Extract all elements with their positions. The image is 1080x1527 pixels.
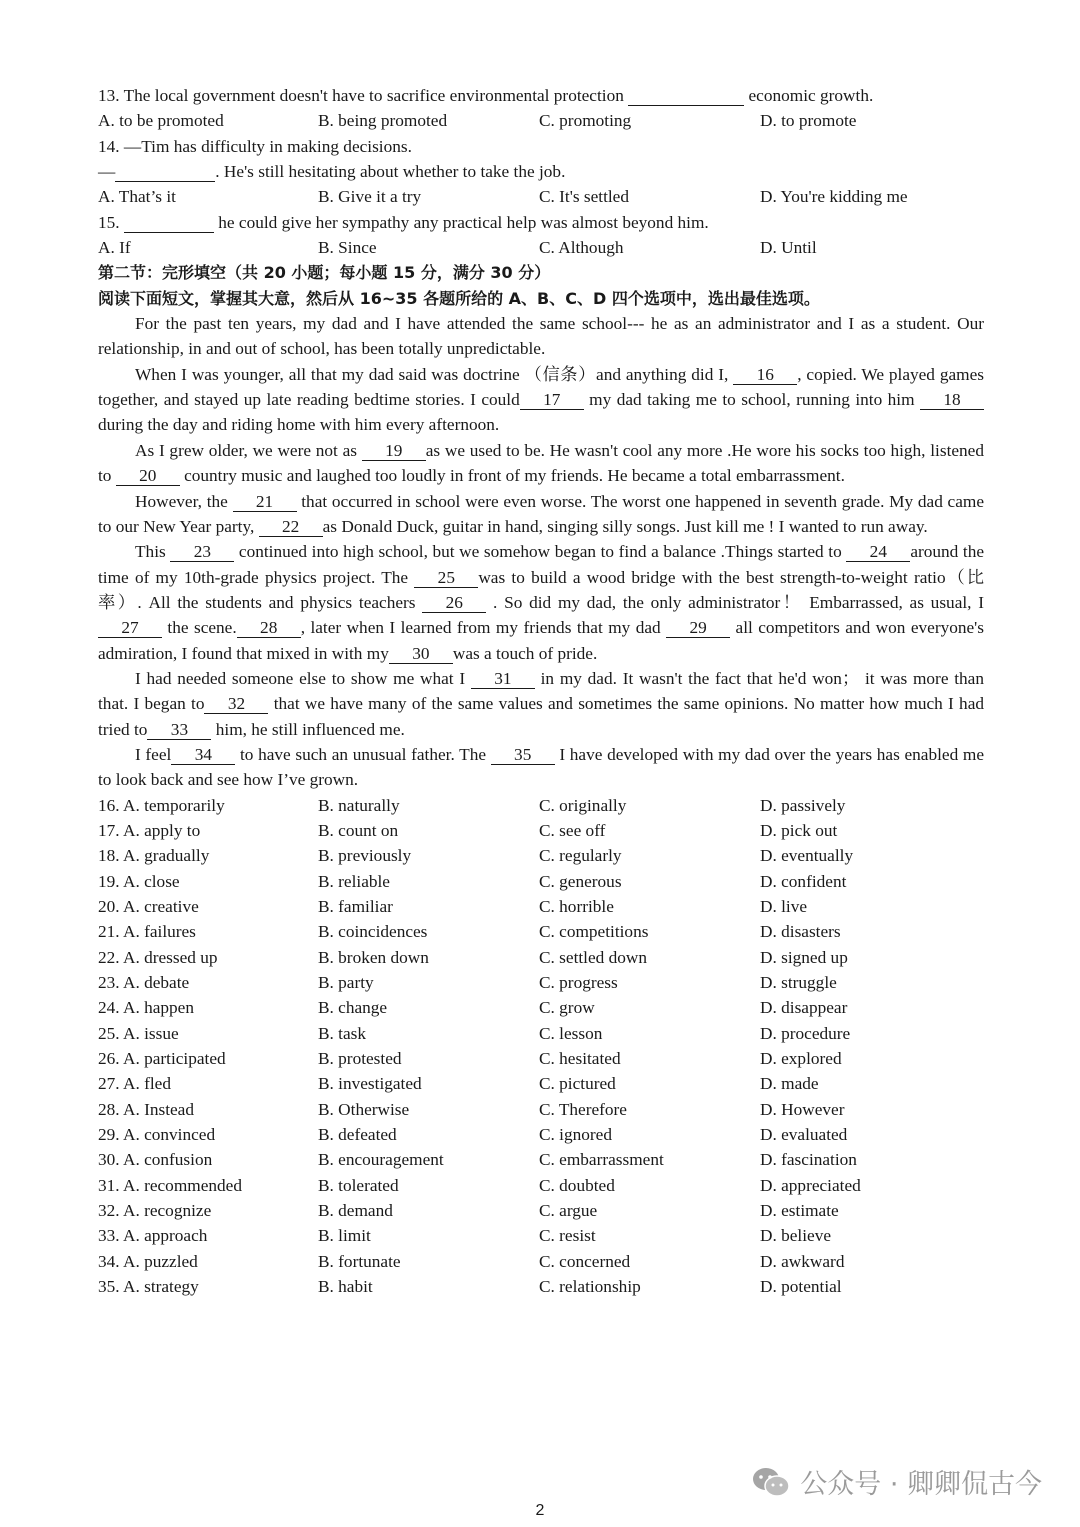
option-d: D. Until (760, 238, 817, 258)
option-a: 27. A. fled (98, 1074, 171, 1094)
cloze-option-row (98, 945, 984, 970)
option-c: C. promoting (539, 111, 632, 131)
cloze-option-row (98, 1274, 984, 1299)
cloze-blank: 22 (259, 518, 323, 537)
cloze-option-row (98, 1046, 984, 1071)
cloze-blank: 19 (362, 442, 426, 461)
cloze-blank: 28 (237, 619, 301, 638)
cloze-blank: 18 (920, 391, 984, 410)
option-c: C. see off (539, 820, 606, 840)
option-c: C. originally (539, 795, 627, 815)
passage-text: as Donald Duck, guitar in hand, singing silly songs. Just kill me ! I wanted to run away. (322, 516, 928, 536)
cloze-option-row (98, 1198, 984, 1223)
option-a: 17. A. apply to (98, 820, 201, 840)
option-a: A. If (98, 238, 131, 258)
passage-text: When I was younger, all that my dad said was doctrine （信条）and anything did I, (135, 364, 734, 384)
question-13-stem: 13. The local government doesn't have to sacrifice environmental protection economic growth. (98, 86, 874, 105)
cloze-option-row (98, 1147, 984, 1172)
passage-text: , later when I learned from my friends that my dad (300, 618, 667, 638)
option-d: D. passively (760, 795, 846, 815)
cloze-blank: 21 (233, 493, 297, 512)
option-b: B. limit (318, 1226, 371, 1246)
question-14-options (98, 184, 984, 209)
option-a: 35. A. strategy (98, 1277, 199, 1297)
option-d: D. appreciated (760, 1175, 861, 1195)
option-b: B. demand (318, 1201, 393, 1221)
cloze-option-row (98, 793, 984, 818)
passage-paragraph-2 (98, 362, 984, 438)
answer-blank (124, 214, 214, 233)
option-b: B. encouragement (318, 1150, 444, 1170)
cloze-blank: 34 (171, 746, 235, 765)
option-b: B. reliable (318, 871, 390, 891)
option-c: C. doubted (539, 1175, 615, 1195)
cloze-blank: 32 (204, 695, 268, 714)
question-13-options (98, 108, 984, 133)
passage-paragraph-4 (98, 489, 984, 540)
passage-text: to have such an unusual father. The (235, 744, 491, 764)
passage-text: I feel (135, 744, 172, 764)
option-b: B. coincidences (318, 922, 428, 942)
option-d: D. disappear (760, 998, 848, 1018)
answer-blank (628, 87, 744, 106)
option-b: B. task (318, 1023, 367, 1043)
option-c: C. horrible (539, 897, 614, 916)
question-14-stem: 14. —Tim has difficulty in making decisions. (98, 136, 412, 156)
option-d: D. eventually (760, 846, 854, 866)
answer-blank (115, 163, 215, 182)
exam-content (98, 83, 984, 1300)
cloze-blank: 27 (98, 619, 162, 638)
cloze-blank: 23 (170, 543, 234, 562)
cloze-option-row (98, 919, 984, 944)
option-a: 24. A. happen (98, 998, 194, 1018)
passage-paragraph-1: For the past ten years, my dad and I have attended the same school--- he as an administrator and I as a student. Our relationship, in and out of school, has been totally unpredictable. (98, 314, 984, 359)
cloze-blank: 17 (520, 391, 584, 410)
passage-text: as we used to be. He wasn't cool any more .He wore his socks too high, listened to (98, 440, 984, 486)
option-c: C. lesson (539, 1023, 603, 1043)
option-a: 19. A. close (98, 871, 180, 891)
option-b: B. change (318, 998, 388, 1018)
passage-text: However, the (135, 491, 233, 511)
passage-text: I had needed someone else to show me what I (135, 668, 471, 688)
option-a: 16. A. temporarily (98, 795, 225, 815)
question-15-stem: 15. he could give her sympathy any practical help was almost beyond him. (98, 212, 709, 232)
option-d: D. evaluated (760, 1125, 848, 1145)
cloze-option-row (98, 1173, 984, 1198)
cloze-options-list (98, 793, 984, 1300)
option-d: D. explored (760, 1049, 842, 1069)
option-c: C. settled down (539, 947, 647, 967)
passage-text: that occurred in school were even worse. The worst one happened in seventh grade. My dad came to our New Year party, (98, 491, 985, 536)
section-heading: 第二节：完形填空（共 20 小题；每小题 15 分，满分 30 分） (98, 263, 551, 283)
cloze-blank: 31 (471, 670, 535, 689)
passage-paragraph-7 (98, 742, 984, 793)
option-a: 25. A. issue (98, 1023, 179, 1043)
option-b: B. naturally (318, 795, 400, 815)
option-a: 26. A. participated (98, 1049, 226, 1069)
passage-text: my dad taking me to school, running into him (583, 390, 920, 410)
option-d: D. live (760, 897, 808, 916)
cloze-option-row (98, 1021, 984, 1046)
option-c: C. Although (539, 238, 624, 258)
option-c: C. Therefore (539, 1099, 627, 1119)
option-d: D. fascination (760, 1150, 857, 1170)
option-b: B. habit (318, 1277, 373, 1297)
option-c: C. progress (539, 973, 618, 993)
option-a: 21. A. failures (98, 922, 196, 942)
section-instruction: 阅读下面短文，掌握其大意，然后从 16~35 各题所给的 A、B、C、D 四个选项中，选出最佳选项。 (98, 288, 820, 308)
option-d: D. You're kidding me (760, 187, 908, 207)
option-a: A. That’s it (98, 187, 176, 207)
option-b: B. Give it a try (318, 187, 422, 207)
option-d: D. made (760, 1074, 819, 1094)
option-b: B. broken down (318, 947, 429, 967)
cloze-option-row (98, 1071, 984, 1096)
passage-text: continued into high school, but we somehow began to find a balance .Things started to (234, 542, 847, 562)
cloze-option-row (98, 995, 984, 1020)
option-c: C. grow (539, 998, 595, 1018)
option-d: D. However (760, 1099, 845, 1119)
cloze-option-row (98, 970, 984, 995)
passage-paragraph-3 (98, 438, 984, 489)
option-a: 29. A. convinced (98, 1125, 216, 1145)
cloze-blank: 25 (414, 569, 478, 588)
option-d: D. estimate (760, 1201, 839, 1221)
option-b: B. Otherwise (318, 1099, 410, 1119)
cloze-blank: 16 (733, 366, 797, 385)
option-d: D. disasters (760, 922, 841, 942)
question-14-reply: — . He's still hesitating about whether to take the job. (98, 162, 566, 182)
cloze-option-row (98, 869, 984, 894)
option-a: 34. A. puzzled (98, 1251, 198, 1271)
cloze-blank: 33 (147, 721, 211, 740)
option-b: B. protested (318, 1049, 402, 1069)
passage-text: . So did my dad, the only administrator！ Embarrassed, as usual, I (486, 592, 984, 612)
option-a: 30. A. confusion (98, 1150, 213, 1170)
option-d: D. signed up (760, 947, 848, 967)
option-d: D. procedure (760, 1023, 851, 1043)
option-a: 18. A. gradually (98, 846, 210, 866)
option-c: C. argue (539, 1201, 598, 1221)
cloze-option-row (98, 1223, 984, 1248)
option-b: B. party (318, 973, 374, 993)
passage-text: I have developed with my dad over the years has enabled me to look back and see how I’ve grown. (98, 744, 984, 790)
option-a: 23. A. debate (98, 973, 190, 993)
cloze-blank: 26 (422, 594, 486, 613)
option-c: C. relationship (539, 1277, 641, 1297)
cloze-option-row (98, 818, 984, 843)
option-b: B. fortunate (318, 1251, 401, 1271)
page-number: 2 (535, 1502, 545, 1519)
option-c: C. generous (539, 871, 622, 891)
passage-text: As I grew older, we were not as (135, 440, 362, 460)
option-c: C. ignored (539, 1125, 612, 1145)
passage-text: , copied. We played games together, and stayed up late reading bedtime stories. I could (98, 364, 984, 410)
option-a: 32. A. recognize (98, 1201, 212, 1221)
option-a: 33. A. approach (98, 1226, 208, 1246)
passage-text: during the day and riding home with him every afternoon. (98, 415, 500, 435)
option-a: 31. A. recommended (98, 1175, 242, 1195)
passage-text: all competitors and won everyone's admiration, I found that mixed in with my (98, 618, 985, 663)
cloze-blank: 20 (116, 467, 180, 486)
cloze-option-row (98, 1122, 984, 1147)
cloze-option-row (98, 894, 984, 919)
option-c: C. embarrassment (539, 1150, 664, 1170)
watermark-text: 公众号 · 卿卿侃古今 (800, 1469, 1042, 1500)
passage-text: the scene. (162, 618, 237, 638)
passage-text: was a touch of pride. (452, 643, 598, 663)
option-c: C. hesitated (539, 1049, 621, 1069)
option-c: C. competitions (539, 922, 649, 942)
option-b: B. defeated (318, 1125, 397, 1145)
passage-text: was to build a wood bridge with the best strength-to-weight ratio（比率）. All the students and physics teachers (98, 567, 984, 612)
passage-text: around the time of my 10th-grade physics project. The (98, 542, 985, 587)
option-d: D. to promote (760, 111, 857, 131)
watermark (752, 1462, 1042, 1501)
option-d: D. potential (760, 1277, 842, 1297)
question-15-options (98, 235, 984, 260)
cloze-blank: 30 (389, 645, 453, 664)
cloze-blank: 24 (846, 543, 910, 562)
option-c: C. concerned (539, 1251, 631, 1271)
passage-text: that we have many of the same values and sometimes the same opinions. No matter how much I had tried to (98, 694, 985, 739)
wechat-icon (752, 1466, 790, 1498)
passage-text: him, he still influenced me. (211, 719, 405, 739)
option-b: B. count on (318, 820, 399, 840)
option-b: B. tolerated (318, 1175, 399, 1195)
passage-text: country music and laughed too loudly in front of my friends. He became a total embarrassment. (179, 466, 845, 486)
passage-text: This (135, 542, 171, 562)
option-a: 20. A. creative (98, 897, 199, 916)
cloze-option-row (98, 1249, 984, 1274)
option-b: B. investigated (318, 1074, 422, 1094)
option-d: D. believe (760, 1226, 832, 1246)
option-d: D. awkward (760, 1251, 845, 1271)
option-b: B. Since (318, 238, 377, 258)
option-a: 22. A. dressed up (98, 947, 218, 967)
option-b: B. familiar (318, 897, 393, 916)
option-c: C. pictured (539, 1074, 616, 1094)
passage-text: in my dad. It wasn't the fact that he'd won； it was more than that. I began to (98, 668, 984, 714)
option-c: C. It's settled (539, 187, 629, 207)
option-d: D. pick out (760, 820, 838, 840)
cloze-option-row (98, 843, 984, 868)
option-d: D. struggle (760, 973, 837, 993)
option-b: B. previously (318, 846, 412, 866)
cloze-option-row (98, 1097, 984, 1122)
cloze-blank: 35 (491, 746, 555, 765)
option-c: C. resist (539, 1226, 596, 1246)
option-d: D. confident (760, 871, 847, 891)
option-a: A. to be promoted (98, 111, 224, 131)
passage-paragraph-5 (98, 539, 984, 666)
option-a: 28. A. Instead (98, 1099, 194, 1119)
option-b: B. being promoted (318, 111, 448, 131)
passage-paragraph-6 (98, 666, 984, 742)
option-c: C. regularly (539, 846, 622, 866)
cloze-blank: 29 (666, 619, 730, 638)
